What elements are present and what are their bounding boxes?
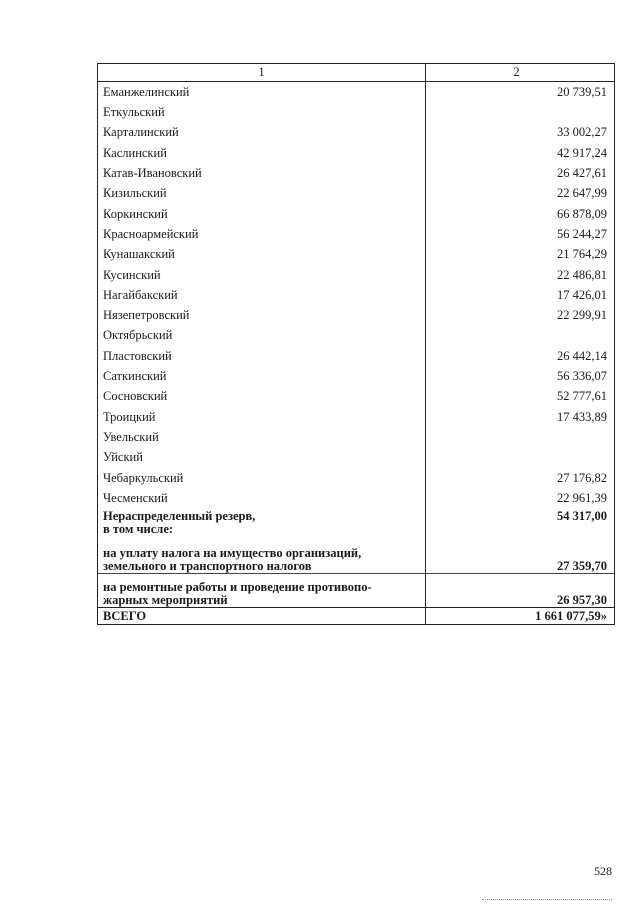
cell-line: в том числе: [103,521,174,536]
table-row [98,265,615,285]
district-amount: 22 647,99 [426,183,615,203]
district-amount: 20 739,51 [426,82,615,103]
table-row [98,366,615,386]
district-amount: 33 002,27 [426,123,615,143]
reserve-sub-row [98,574,615,608]
reserve-label [98,508,426,540]
table-row [98,82,615,103]
district-amount: 22 299,91 [426,305,615,325]
district-name: Пластовский [98,346,426,366]
district-name: Саткинский [98,366,426,386]
column-header-1: 1 [98,64,426,82]
table-row [98,163,615,183]
district-name: Троицкий [98,407,426,427]
table-row [98,123,615,143]
sub-label [98,540,426,574]
table-row [98,346,615,366]
district-name: Красноармейский [98,224,426,244]
district-amount: 56 244,27 [426,224,615,244]
district-amount [426,447,615,467]
district-amount: 42 917,24 [426,143,615,163]
district-name: Еманжелинский [98,82,426,103]
district-name: Кунашакский [98,244,426,264]
district-name: Карталинский [98,123,426,143]
district-amount: 27 176,82 [426,468,615,488]
district-name: Кусинский [98,265,426,285]
district-amount: 22 961,39 [426,488,615,508]
column-header-2: 2 [426,64,615,82]
cell-line: жарных мероприятий [103,592,228,607]
total-label: ВСЕГО [98,608,426,625]
district-name: Катав-Ивановский [98,163,426,183]
sub-label [98,574,426,608]
total-row [98,608,615,625]
table-row [98,407,615,427]
page-number: 528 [594,864,612,878]
district-amount: 66 878,09 [426,204,615,224]
district-name: Еткульский [98,102,426,122]
district-name: Кизильский [98,183,426,203]
district-amount: 21 764,29 [426,244,615,264]
table-row [98,102,615,122]
table-row [98,285,615,305]
table-row [98,204,615,224]
district-name: Коркинский [98,204,426,224]
district-name: Чебаркульский [98,468,426,488]
scan-artifact-line [482,899,612,900]
table-row [98,468,615,488]
district-name: Нязепетровский [98,305,426,325]
district-name: Сосновский [98,386,426,406]
table-header-row [98,64,615,82]
table-row [98,427,615,447]
table-row [98,244,615,264]
cell-line: земельного и транспортного налогов [103,558,312,573]
district-amount [426,326,615,346]
table-row [98,326,615,346]
district-amount: 26 442,14 [426,346,615,366]
total-amount: 1 661 077,59» [426,608,615,625]
table-row [98,386,615,406]
district-amount: 26 427,61 [426,163,615,183]
budget-table [97,63,615,625]
reserve-row [98,508,615,540]
district-amount [426,427,615,447]
district-name: Чесменский [98,488,426,508]
district-amount: 22 486,81 [426,265,615,285]
district-amount: 56 336,07 [426,366,615,386]
district-amount: 17 433,89 [426,407,615,427]
sub-amount: 27 359,70 [426,540,615,574]
cell-line: Нераспределенный резерв, [103,509,256,524]
cell-line: на ремонтные работы и проведение противопо- [103,580,372,595]
sub-amount: 26 957,30 [426,574,615,608]
district-name: Нагайбакский [98,285,426,305]
reserve-sub-row [98,540,615,574]
table-row [98,447,615,467]
district-name: Уйский [98,447,426,467]
table-row [98,305,615,325]
district-amount: 52 777,61 [426,386,615,406]
district-name: Октябрьский [98,326,426,346]
district-amount: 17 426,01 [426,285,615,305]
table-row [98,488,615,508]
district-amount [426,102,615,122]
district-name: Каслинский [98,143,426,163]
reserve-amount: 54 317,00 [426,508,615,540]
table-row [98,224,615,244]
table-row [98,183,615,203]
cell-line: на уплату налога на имущество организаций, [103,546,362,561]
table-row [98,143,615,163]
district-name: Увельский [98,427,426,447]
